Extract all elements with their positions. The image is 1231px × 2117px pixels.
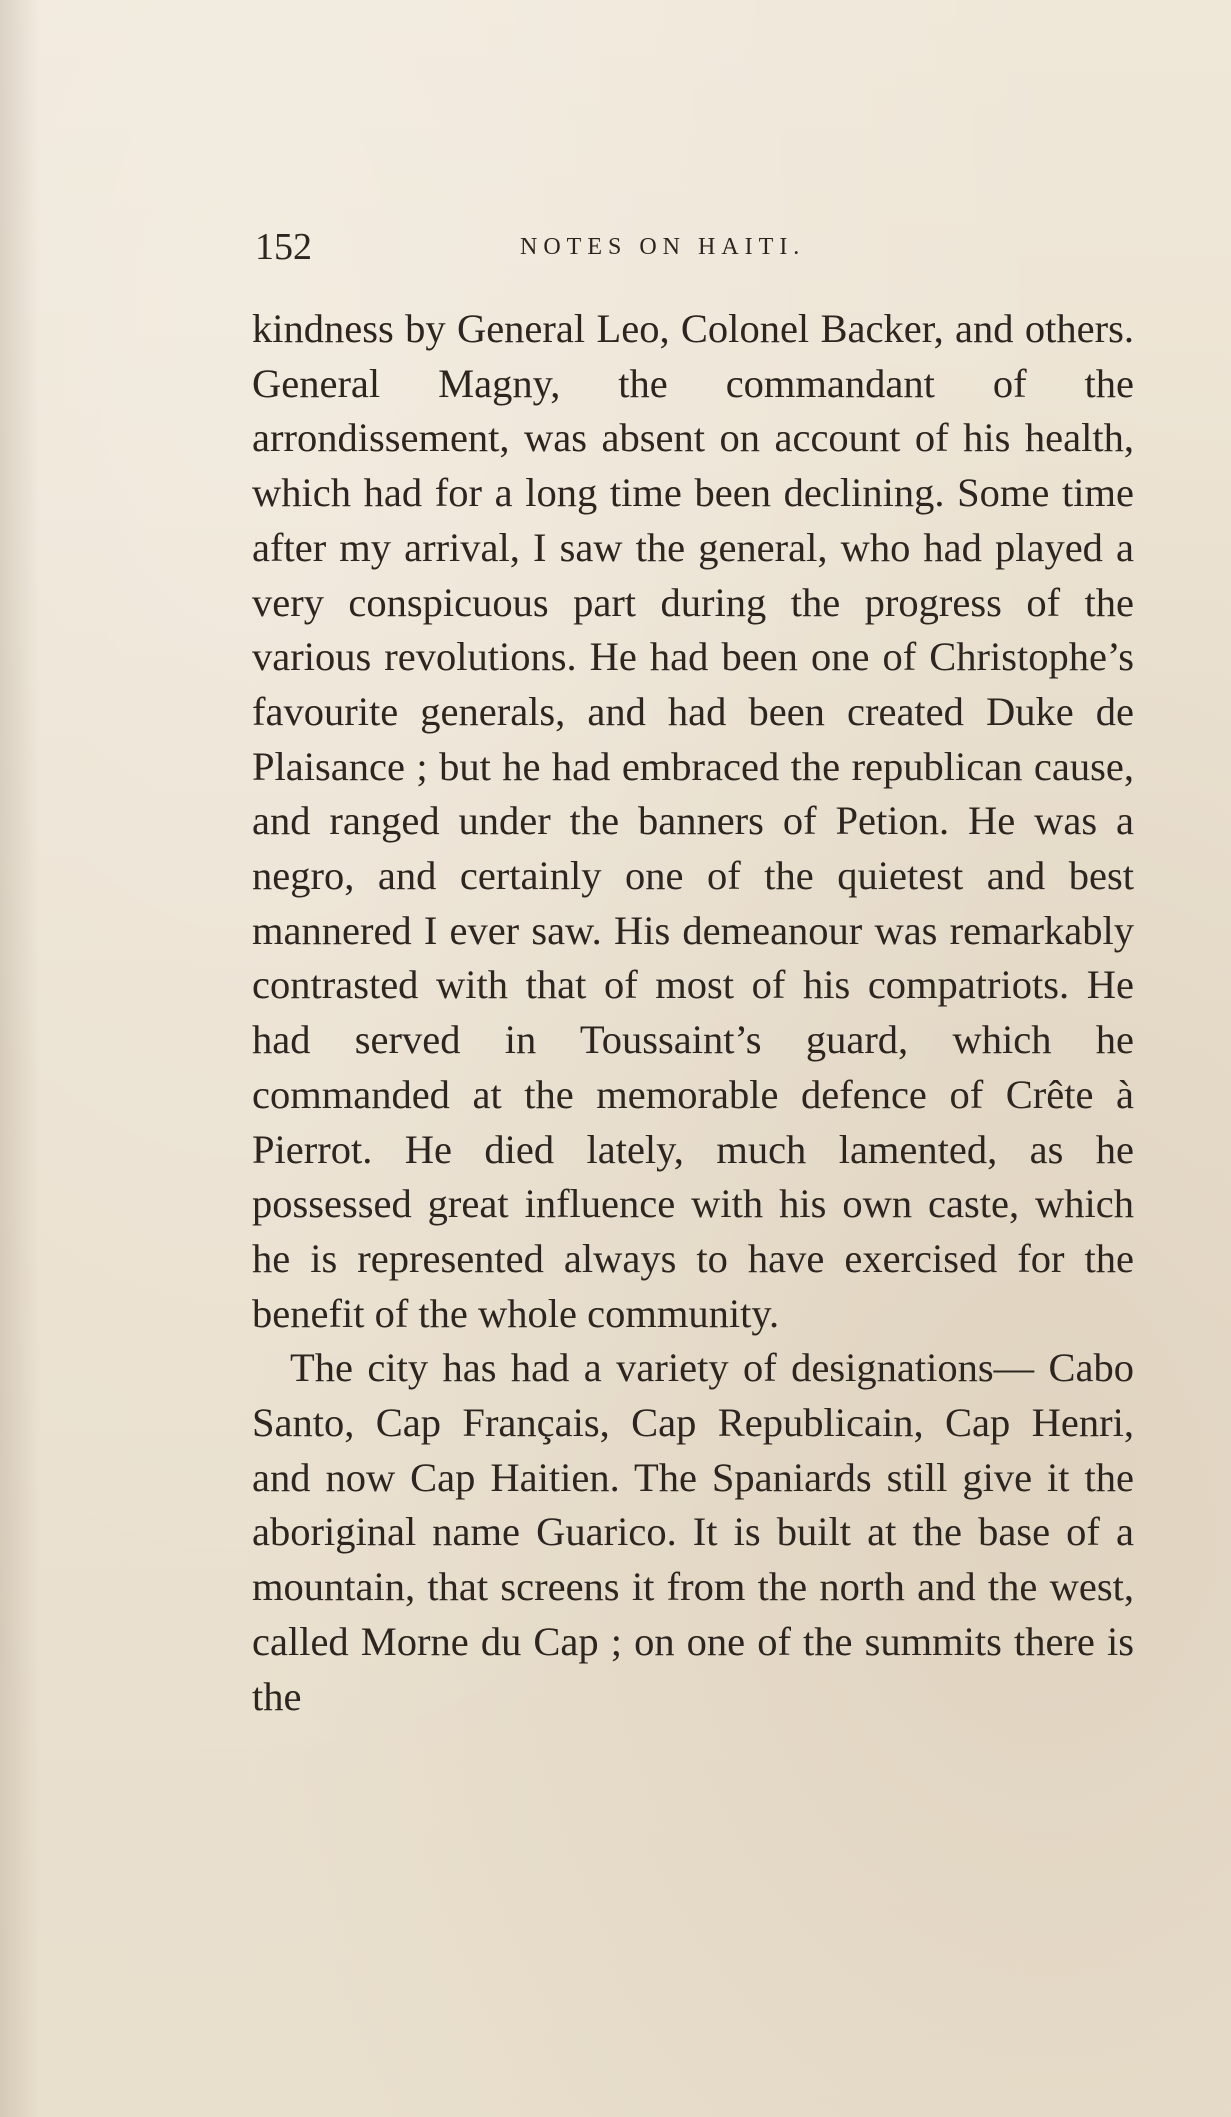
- page-number: 152: [255, 226, 312, 268]
- gutter-shadow: [0, 0, 40, 2117]
- paragraph-continued: kindness by General Leo, Colonel Backer, and others. General Magny, the commandant of the arrondissement, was absent on account of his health, which had for a long time been declining. Some time after my arrival, I saw the general, who had played a very conspicuous part during the progress of the various revolutions. He had been one of Christophe’s favourite generals, and had been created Duke de Plaisance ; but he had embraced the republican cause, and ranged under the banners of Petion. He was a negro, and certainly one of the quietest and best mannered I ever saw. His demeanour was remarkably contrasted with that of most of his compatriots. He had served in Toussaint’s guard, which he commanded at the memorable defence of Crête à Pierrot. He died lately, much lamented, as he possessed great influence with his own caste, which he is represented always to have exercised for the benefit of the whole community.: [252, 306, 1134, 1336]
- running-head: [255, 222, 1135, 272]
- running-title: NOTES ON HAITI.: [520, 234, 806, 260]
- body-text: [252, 302, 1134, 1724]
- paragraph-city-designations: The city has had a variety of designations— Cabo Santo, Cap Français, Cap Republicain, Cap Henri, and now Cap Haitien. The Spaniards still give it the aboriginal name Guarico. It is built at the base of a mountain, that screens it from the north and the west, called Morne du Cap ; on one of the summits there is the: [252, 1345, 1134, 1719]
